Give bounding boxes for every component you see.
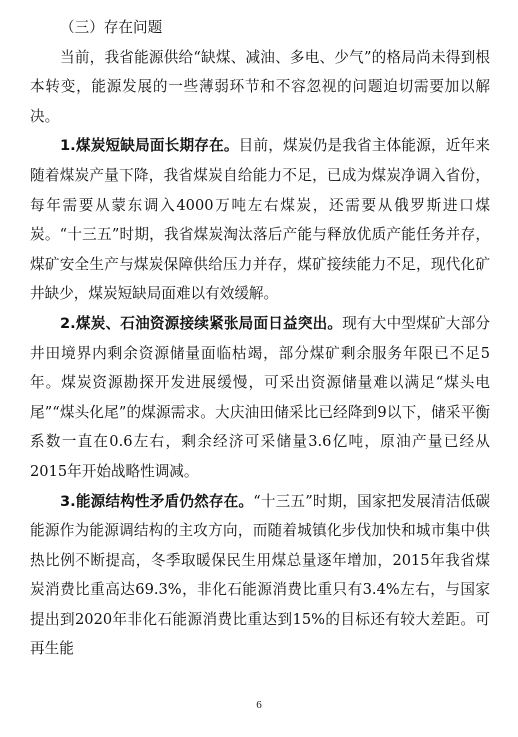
- page-number: 6: [256, 699, 262, 711]
- document-body: [30, 13, 490, 664]
- issue-paragraph-2: [30, 309, 490, 487]
- issue-heading-1: 1.煤炭短缺局面长期存在。: [60, 137, 239, 155]
- issue-heading-3: 3.能源结构性矛盾仍然存在。: [60, 492, 254, 510]
- issue-paragraph-3: [30, 487, 490, 665]
- issue-text-1: 目前，煤炭仍是我省主体能源，近年来随着煤炭产量下降，我省煤炭自给能力不足，已成为煤炭净调入省份，每年需要从蒙东调入4000万吨左右煤炭，还需要从俄罗斯进口煤炭。“十三五”时期，我省煤炭淘汰落后产能与释放优质产能任务并存，煤矿安全生产与煤炭保障供给压力并存，煤矿接续能力不足，现代化矿井缺少，煤炭短缺局面难以有效缓解。: [30, 137, 490, 303]
- issue-text-3: “十三五”时期，国家把发展清洁低碳能源作为能源调结构的主攻方向，而随着城镇化步伐加快和城市集中供热比例不断提高，冬季取暖保民生用煤总量逐年增加，2015年我省煤炭消费比重高达69.3%，非化石能源消费比重只有3.4%左右，与国家提出到2020年非化石能源消费比重达到15%的目标还有较大差距。可再生能: [30, 492, 490, 658]
- intro-paragraph: 当前，我省能源供给“缺煤、减油、多电、少气”的格局尚未得到根本转变，能源发展的一些薄弱环节和不容忽视的问题迫切需要加以解决。: [30, 48, 490, 125]
- section-heading: （三）存在问题: [60, 19, 163, 36]
- issue-heading-2: 2.煤炭、石油资源接续紧张局面日益突出。: [60, 314, 343, 332]
- issue-text-2: 现有大中型煤矿大部分井田境界内剩余资源储量面临枯竭，部分煤矿剩余服务年限已不足5年。煤炭资源勘探开发进展缓慢，可采出资源储量难以满足“煤头电尾”“煤头化尾”的煤源需求。大庆油田储采比已经降到9以下，储采平衡系数一直在0.6左右，剩余经济可采储量3.6亿吨，原油产量已经从2015年开始战略性调减。: [30, 314, 490, 480]
- issue-paragraph-1: [30, 131, 490, 309]
